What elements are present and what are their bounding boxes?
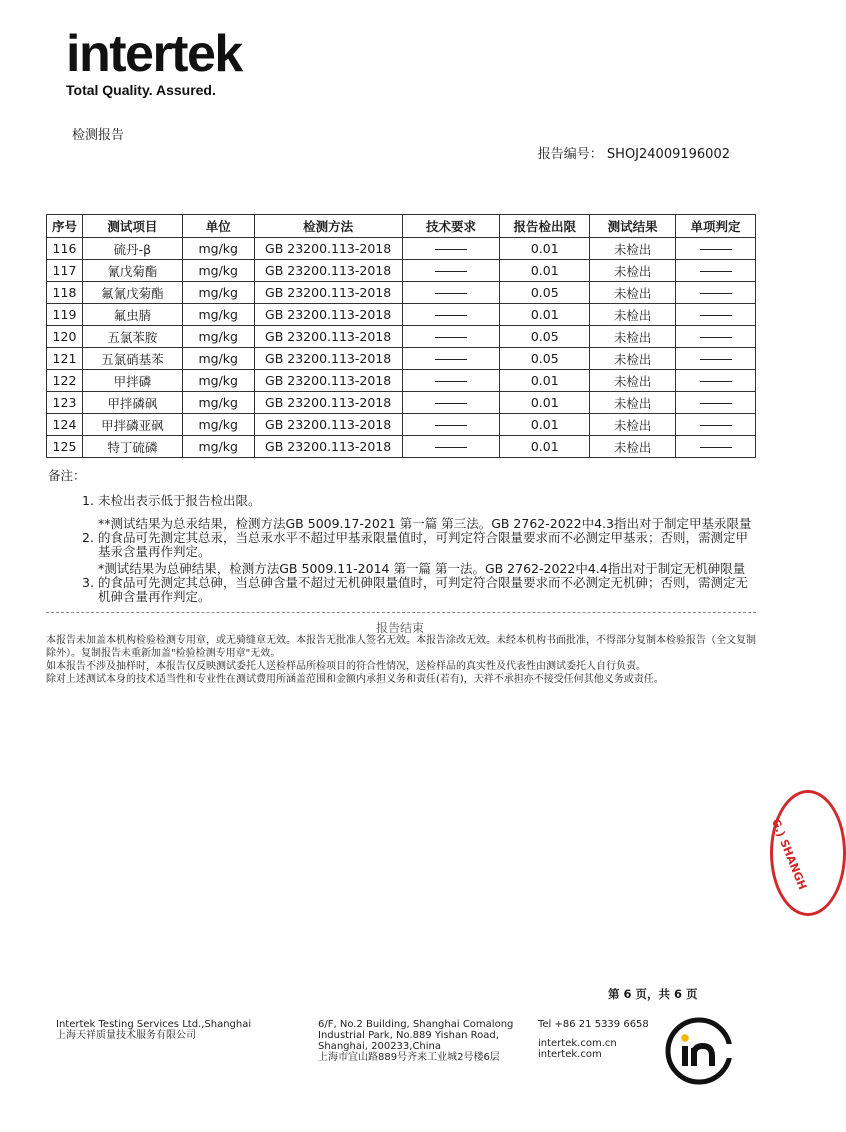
- note-text: *测试结果为总砷结果，检测方法GB 5009.11-2014 第一篇 第一法。GB 2762-2022中4.4指出对于制定无机砷限量的食品可先测定其总砷，当总砷含量不超过无机砷限量值时，可判定符合限量要求而不必测定无机砷；否则，需测定无机砷含量再作判定。: [98, 561, 749, 604]
- stamp-text: G.) SHANGH: [768, 817, 810, 892]
- requirement-cell: [402, 370, 500, 392]
- result-cell: 未检出: [590, 370, 676, 392]
- website-link[interactable]: intertek.com.cn: [538, 1038, 617, 1049]
- result-cell: 未检出: [590, 414, 676, 436]
- dash-mark: [435, 337, 467, 338]
- dash-mark: [435, 403, 467, 404]
- address-line: Industrial Park, No.889 Yishan Road,: [318, 1030, 499, 1041]
- table-row: [47, 326, 756, 348]
- result-cell: 未检出: [590, 392, 676, 414]
- item-cell: 硫丹-β: [82, 238, 182, 260]
- requirement-cell: [402, 414, 500, 436]
- header-cell: 单项判定: [676, 215, 756, 238]
- judgement-cell: [676, 392, 756, 414]
- note-text: 未检出表示低于报告检出限。: [98, 493, 261, 508]
- requirement-cell: [402, 392, 500, 414]
- item-cell: 甲拌磷亚砜: [82, 414, 182, 436]
- judgement-cell: [676, 436, 756, 458]
- seq-cell: 118: [47, 282, 83, 304]
- dash-mark: [435, 381, 467, 382]
- requirement-cell: [402, 260, 500, 282]
- dash-mark: [700, 337, 732, 338]
- note-number: 3.: [82, 575, 94, 590]
- header-cell: 报告检出限: [500, 215, 590, 238]
- address-line: Shanghai, 200233,China: [318, 1041, 442, 1052]
- table-row: [47, 370, 756, 392]
- item-cell: 五氯苯胺: [82, 326, 182, 348]
- disclaimer-line: 本报告未加盖本机构检验检测专用章，或无骑缝章无效。本报告无批准人签名无效。本报告涂改无效。未经本机构书面批准，不得部分复制本检验报告（全文复制除外）。复制报告未重新加盖"检验检测专用章"无效。: [46, 635, 756, 659]
- note-number: 1.: [82, 493, 94, 508]
- seq-cell: 120: [47, 326, 83, 348]
- unit-cell: mg/kg: [182, 414, 254, 436]
- result-cell: 未检出: [590, 282, 676, 304]
- header-cell: 测试项目: [82, 215, 182, 238]
- requirement-cell: [402, 304, 500, 326]
- limit-cell: 0.01: [500, 260, 590, 282]
- dash-mark: [435, 249, 467, 250]
- unit-cell: mg/kg: [182, 282, 254, 304]
- dash-mark: [435, 447, 467, 448]
- requirement-cell: [402, 282, 500, 304]
- report-end-label: 报告结束: [375, 621, 424, 635]
- method-cell: GB 23200.113-2018: [254, 326, 402, 348]
- report-number: 报告编号： SHOJ24009196002: [537, 147, 730, 162]
- limit-cell: 0.01: [500, 436, 590, 458]
- unit-cell: mg/kg: [182, 436, 254, 458]
- table-row: [47, 238, 756, 260]
- logo-wordmark: intertek: [66, 25, 242, 83]
- disclaimer: [46, 634, 756, 686]
- header-cell: 检测方法: [254, 215, 402, 238]
- note-item: [82, 517, 752, 559]
- table-row: [47, 436, 756, 458]
- results-table: [46, 214, 756, 458]
- document-title: 检测报告: [72, 128, 125, 143]
- result-cell: 未检出: [590, 436, 676, 458]
- dash-mark: [700, 425, 732, 426]
- dash-mark: [700, 381, 732, 382]
- limit-cell: 0.01: [500, 304, 590, 326]
- judgement-cell: [676, 282, 756, 304]
- table-row: [47, 282, 756, 304]
- method-cell: GB 23200.113-2018: [254, 348, 402, 370]
- method-cell: GB 23200.113-2018: [254, 282, 402, 304]
- judgement-cell: [676, 348, 756, 370]
- table-row: [47, 414, 756, 436]
- seq-cell: 116: [47, 238, 83, 260]
- judgement-cell: [676, 260, 756, 282]
- unit-cell: mg/kg: [182, 348, 254, 370]
- seq-cell: 125: [47, 436, 83, 458]
- unit-cell: mg/kg: [182, 392, 254, 414]
- unit-cell: mg/kg: [182, 238, 254, 260]
- method-cell: GB 23200.113-2018: [254, 370, 402, 392]
- dash-mark: [435, 315, 467, 316]
- judgement-cell: [676, 414, 756, 436]
- footer-contact: [538, 1019, 649, 1060]
- header-cell: 序号: [47, 215, 83, 238]
- result-cell: 未检出: [590, 260, 676, 282]
- dash-mark: [700, 447, 732, 448]
- seq-cell: 119: [47, 304, 83, 326]
- intertek-logo: [66, 25, 242, 98]
- note-item: [82, 494, 752, 508]
- company-seal-stamp: [770, 790, 846, 916]
- unit-cell: mg/kg: [182, 260, 254, 282]
- header-cell: 单位: [182, 215, 254, 238]
- telephone: Tel +86 21 5339 6658: [538, 1019, 649, 1030]
- seq-cell: 123: [47, 392, 83, 414]
- unit-cell: mg/kg: [182, 326, 254, 348]
- table-row: [47, 304, 756, 326]
- requirement-cell: [402, 326, 500, 348]
- limit-cell: 0.05: [500, 282, 590, 304]
- item-cell: 氟氰戊菊酯: [82, 282, 182, 304]
- end-divider: [46, 612, 756, 613]
- disclaimer-line: 除对上述测试本身的技术适当性和专业性在测试费用所涵盖范围和金额内承担义务和责任(若有)，天祥不承担亦不接受任何其他义务或责任。: [46, 674, 664, 685]
- limit-cell: 0.01: [500, 392, 590, 414]
- dash-mark: [700, 315, 732, 316]
- result-cell: 未检出: [590, 238, 676, 260]
- seq-cell: 117: [47, 260, 83, 282]
- disclaimer-line: 如本报告不涉及抽样时，本报告仅反映测试委托人送检样品所检项目的符合性情况，送检样品的真实性及代表性由测试委托人自行负责。: [46, 661, 646, 672]
- item-cell: 氰戊菊酯: [82, 260, 182, 282]
- table-row: [47, 392, 756, 414]
- table-row: [47, 260, 756, 282]
- requirement-cell: [402, 348, 500, 370]
- dash-mark: [700, 271, 732, 272]
- page-number: 第 6 页，共 6 页: [608, 987, 698, 1001]
- dash-mark: [700, 293, 732, 294]
- judgement-cell: [676, 326, 756, 348]
- dash-mark: [435, 425, 467, 426]
- logo-tagline: Total Quality. Assured.: [66, 82, 216, 98]
- address-line: 上海市宜山路889号齐来工业城2号楼6层: [318, 1052, 500, 1063]
- website-link[interactable]: intertek.com: [538, 1049, 602, 1060]
- unit-cell: mg/kg: [182, 304, 254, 326]
- requirement-cell: [402, 238, 500, 260]
- method-cell: GB 23200.113-2018: [254, 414, 402, 436]
- footer-address: [318, 1019, 513, 1063]
- footer-company: [56, 1019, 251, 1041]
- company-name-cn: 上海天祥质量技术服务有限公司: [56, 1030, 196, 1041]
- method-cell: GB 23200.113-2018: [254, 260, 402, 282]
- seq-cell: 122: [47, 370, 83, 392]
- seq-cell: 121: [47, 348, 83, 370]
- requirement-cell: [402, 436, 500, 458]
- table-row: [47, 348, 756, 370]
- method-cell: GB 23200.113-2018: [254, 392, 402, 414]
- limit-cell: 0.01: [500, 414, 590, 436]
- item-cell: 五氯硝基苯: [82, 348, 182, 370]
- seq-cell: 124: [47, 414, 83, 436]
- unit-cell: mg/kg: [182, 370, 254, 392]
- notes-label: 备注：: [48, 468, 86, 483]
- dash-mark: [435, 359, 467, 360]
- result-cell: 未检出: [590, 326, 676, 348]
- judgement-cell: [676, 304, 756, 326]
- item-cell: 甲拌磷: [82, 370, 182, 392]
- dash-mark: [700, 249, 732, 250]
- note-item: [82, 562, 752, 604]
- judgement-cell: [676, 238, 756, 260]
- judgement-cell: [676, 370, 756, 392]
- limit-cell: 0.01: [500, 238, 590, 260]
- address-line: 6/F, No.2 Building, Shanghai Comalong: [318, 1019, 514, 1030]
- dash-mark: [700, 403, 732, 404]
- note-text: **测试结果为总汞结果，检测方法GB 5009.17-2021 第一篇 第三法。GB 2762-2022中4.3指出对于制定甲基汞限量的食品可先测定其总汞，当总汞水平不超过甲基汞限量值时，可判定符合限量要求而不必测定甲基汞；否则，需测定甲基汞含量再作判定。: [98, 516, 752, 559]
- limit-cell: 0.05: [500, 348, 590, 370]
- company-name-en: Intertek Testing Services Ltd.,Shanghai: [56, 1019, 252, 1030]
- intertek-in-logo-icon: [664, 1016, 734, 1086]
- table-header-row: [47, 215, 756, 238]
- result-cell: 未检出: [590, 304, 676, 326]
- result-cell: 未检出: [590, 348, 676, 370]
- note-number: 2.: [82, 530, 94, 545]
- limit-cell: 0.05: [500, 326, 590, 348]
- dash-mark: [700, 359, 732, 360]
- item-cell: 甲拌磷砜: [82, 392, 182, 414]
- method-cell: GB 23200.113-2018: [254, 304, 402, 326]
- dash-mark: [435, 293, 467, 294]
- item-cell: 氟虫腈: [82, 304, 182, 326]
- item-cell: 特丁硫磷: [82, 436, 182, 458]
- method-cell: GB 23200.113-2018: [254, 436, 402, 458]
- header-cell: 测试结果: [590, 215, 676, 238]
- limit-cell: 0.01: [500, 370, 590, 392]
- method-cell: GB 23200.113-2018: [254, 238, 402, 260]
- dash-mark: [435, 271, 467, 272]
- header-cell: 技术要求: [402, 215, 500, 238]
